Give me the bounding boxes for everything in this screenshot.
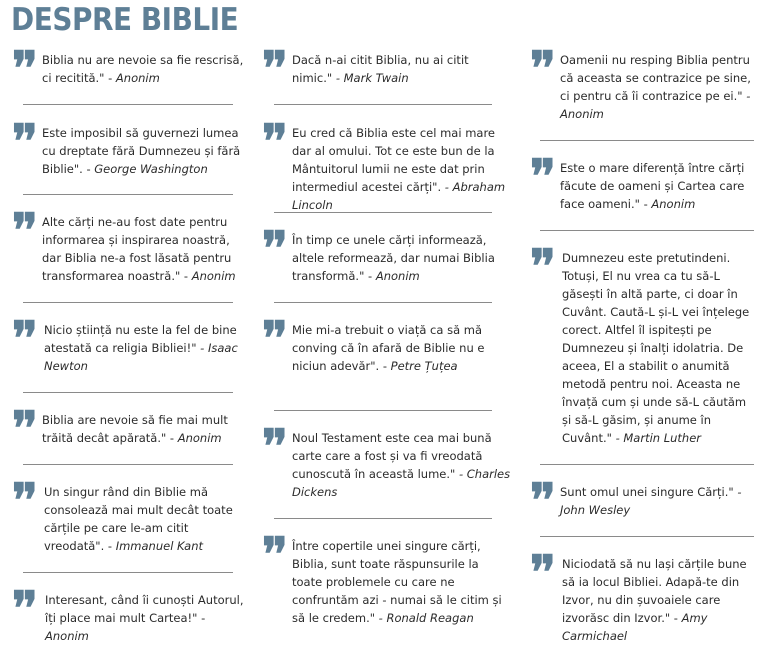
quote-text: [44, 483, 244, 555]
quote-mark-icon: ❜❜: [262, 419, 284, 473]
quote-mark-icon: ❜❜: [12, 41, 34, 95]
quote-text: [560, 51, 758, 123]
quote-mark-icon: ❜❜: [12, 401, 34, 455]
quote-body: Nicio știință nu este la fel de bine atestată ca religia Bibliei!": [44, 323, 237, 355]
quote-divider: [274, 212, 492, 213]
quote-body: Dumnezeu este pretutindeni. Totuși, El nu vrea ca tu să-L găsești în altă parte, ci doar în Cuvânt. Caută-L și-L vei înțelege corect. Altfel îl ispitești pe Dumnezeu și înalți idolatria. De aceea, El a stabilit o anumită metodă pentru noi. Aceasta ne învață cum și unde să-L căutăm și să-L găsim, și anume în Cuvânt.": [562, 251, 750, 445]
quote-divider: [23, 572, 233, 573]
quote-author: Anonim: [115, 71, 160, 85]
quote-mark-icon: ❜❜: [12, 311, 34, 365]
quote-column-right: [530, 40, 758, 643]
quote-body: Biblia are nevoie să fie mai mult trăită decât apărată." -: [42, 413, 228, 445]
quote-text: [42, 411, 244, 447]
quote: [12, 114, 244, 177]
quote-mark-icon: ❜❜: [12, 203, 34, 257]
quote-body: Între copertile unei singure cărți, Biblia, sunt toate răspunsurile la toate problemele cu care ne confruntăm azi - numai să le citim și să le credem.": [292, 539, 502, 625]
quote-text: [560, 483, 758, 519]
quote-text: [292, 231, 512, 285]
quote-author: - Abraham Lincoln: [292, 180, 506, 212]
quote-text: [45, 591, 244, 645]
page-title: DESPRE BIBLIE: [11, 2, 239, 38]
quote-mark-icon: ❜❜: [262, 41, 284, 95]
quote-divider: [540, 140, 754, 141]
quote: [262, 41, 512, 95]
quote-divider: [274, 518, 492, 519]
quote-author: - Mark Twain: [335, 71, 409, 85]
quote-author: Anonim: [375, 269, 420, 283]
quote-mark-icon: ❜❜: [262, 527, 284, 581]
quote-body: Mie mi-a trebuit o viață ca să mă conving că în afară de Biblie nu e niciun adevăr". -: [292, 323, 485, 373]
quote: [12, 203, 244, 284]
quote: [262, 311, 512, 374]
quote-text: [292, 124, 512, 214]
quote-mark-icon: ❜❜: [262, 221, 284, 275]
quote-author: - John Wesley: [560, 485, 742, 517]
quote-text: [292, 429, 512, 501]
quote-author: - Martin Luther: [615, 431, 702, 445]
quote-body: Eu cred că Biblia este cel mai mare dar al omului. Tot ce este bun de la Mântuitorul lumii ne este dat prin intermediul acestei cărți".: [292, 126, 495, 194]
quote-author: - Isaac Newton: [44, 341, 238, 373]
quote-author: Immanuel Kant: [115, 539, 204, 553]
quote-mark-icon: ❜❜: [530, 41, 552, 95]
quote-text: [562, 249, 758, 447]
quote-body: Interesant, când îi cunoști Autorul, îți place mai mult Cartea!" -: [45, 593, 244, 625]
quote-author: Anonim: [651, 197, 696, 211]
quote-text: [292, 321, 512, 375]
quote-text: [42, 213, 244, 285]
quote: [262, 221, 512, 284]
quote-body: Este o mare diferență între cărți făcute de oameni și Cartea care face oameni." -: [560, 161, 745, 211]
quote-text: [42, 51, 244, 87]
quote-divider: [23, 194, 233, 195]
quote-divider: [540, 536, 754, 537]
quote-body: Dacă n-ai citit Biblia, nu ai citit nimic.": [292, 53, 469, 85]
quote-body: Oamenii nu resping Biblia pentru că aceasta se contrazice pe sine, ci pentru că îi contrazice pe ei.": [560, 53, 751, 103]
quote-divider: [540, 230, 754, 231]
quote: [12, 581, 244, 643]
quote: [530, 239, 758, 446]
quote-body: Este imposibil să guvernezi lumea cu dreptate fără Dumnezeu și fără Biblie". -: [42, 126, 241, 176]
quote: [530, 149, 758, 212]
quote-author: Amy Carmichael: [562, 611, 708, 643]
quote-author: Anonim: [191, 269, 236, 283]
quote-text: [560, 159, 758, 213]
quote-divider: [23, 302, 233, 303]
quote-mark-icon: ❜❜: [12, 473, 34, 527]
quote-divider: [23, 464, 233, 465]
quote-body: Alte cărți ne-au fost date pentru informarea și inspirarea noastră, dar Biblia ne-a fost lăsată pentru transformarea noastră." -: [42, 215, 232, 283]
quote: [12, 473, 244, 554]
quote-author: - Ronald Reagan: [378, 611, 474, 625]
quote-text: [44, 321, 244, 375]
quote: [530, 41, 758, 122]
quote-author: Petre Țuțea: [390, 359, 458, 373]
quote-column-middle: [262, 40, 512, 639]
quote-text: [562, 555, 758, 645]
quote-mark-icon: ❜❜: [262, 114, 284, 168]
quote: [12, 311, 244, 374]
quote-divider: [274, 302, 492, 303]
quote: [12, 41, 244, 95]
quote-author: - Anonim: [560, 89, 751, 121]
quote-divider: [274, 104, 492, 105]
quote: [262, 527, 512, 626]
quote-mark-icon: ❜❜: [530, 473, 552, 527]
quote-body: În timp ce unele cărți informează, altele reformează, dar numai Biblia transformă." -: [292, 233, 495, 283]
quote-author: Anonim: [177, 431, 222, 445]
quote-column-left: [12, 40, 244, 643]
quote-divider: [540, 464, 754, 465]
quote-mark-icon: ❜❜: [530, 149, 552, 203]
quote-mark-icon: ❜❜: [12, 581, 34, 635]
quote-author: Anonim: [45, 629, 89, 643]
quote-body: Noul Testament este cea mai bună carte care a fost și va fi vreodată cunoscută în această lume.": [292, 431, 492, 481]
quote: [12, 401, 244, 455]
quote-divider: [23, 104, 233, 105]
quote-body: Biblia nu are nevoie sa fie rescrisă, ci recitită." -: [42, 53, 244, 85]
quote-text: [292, 537, 512, 627]
quote-divider: [23, 392, 233, 393]
quote: [530, 473, 758, 527]
quote: [530, 545, 758, 643]
quote-body: Niciodată să nu lași cărțile bune să ia locul Bibliei. Adapă-te din Izvor, nu din șuvoaiele care izvorăsc din Izvor." -: [562, 557, 747, 625]
quote-body: Un singur rând din Biblie mă consolează mai mult decât toate cărțile pe care le-am citit vreodată". -: [44, 485, 233, 553]
quote-mark-icon: ❜❜: [12, 114, 34, 168]
quote-body: Sunt omul unei singure Cărți.": [560, 485, 738, 499]
quote-text: [42, 124, 244, 178]
quote-mark-icon: ❜❜: [530, 545, 552, 599]
quote-author: George Washington: [94, 162, 208, 176]
quote-mark-icon: ❜❜: [530, 239, 552, 293]
quote-author: - Charles Dickens: [292, 467, 511, 499]
quote-mark-icon: ❜❜: [262, 311, 284, 365]
quote-divider: [274, 410, 492, 411]
quote: [262, 419, 512, 500]
quote: [262, 114, 512, 212]
quote-text: [292, 51, 512, 87]
